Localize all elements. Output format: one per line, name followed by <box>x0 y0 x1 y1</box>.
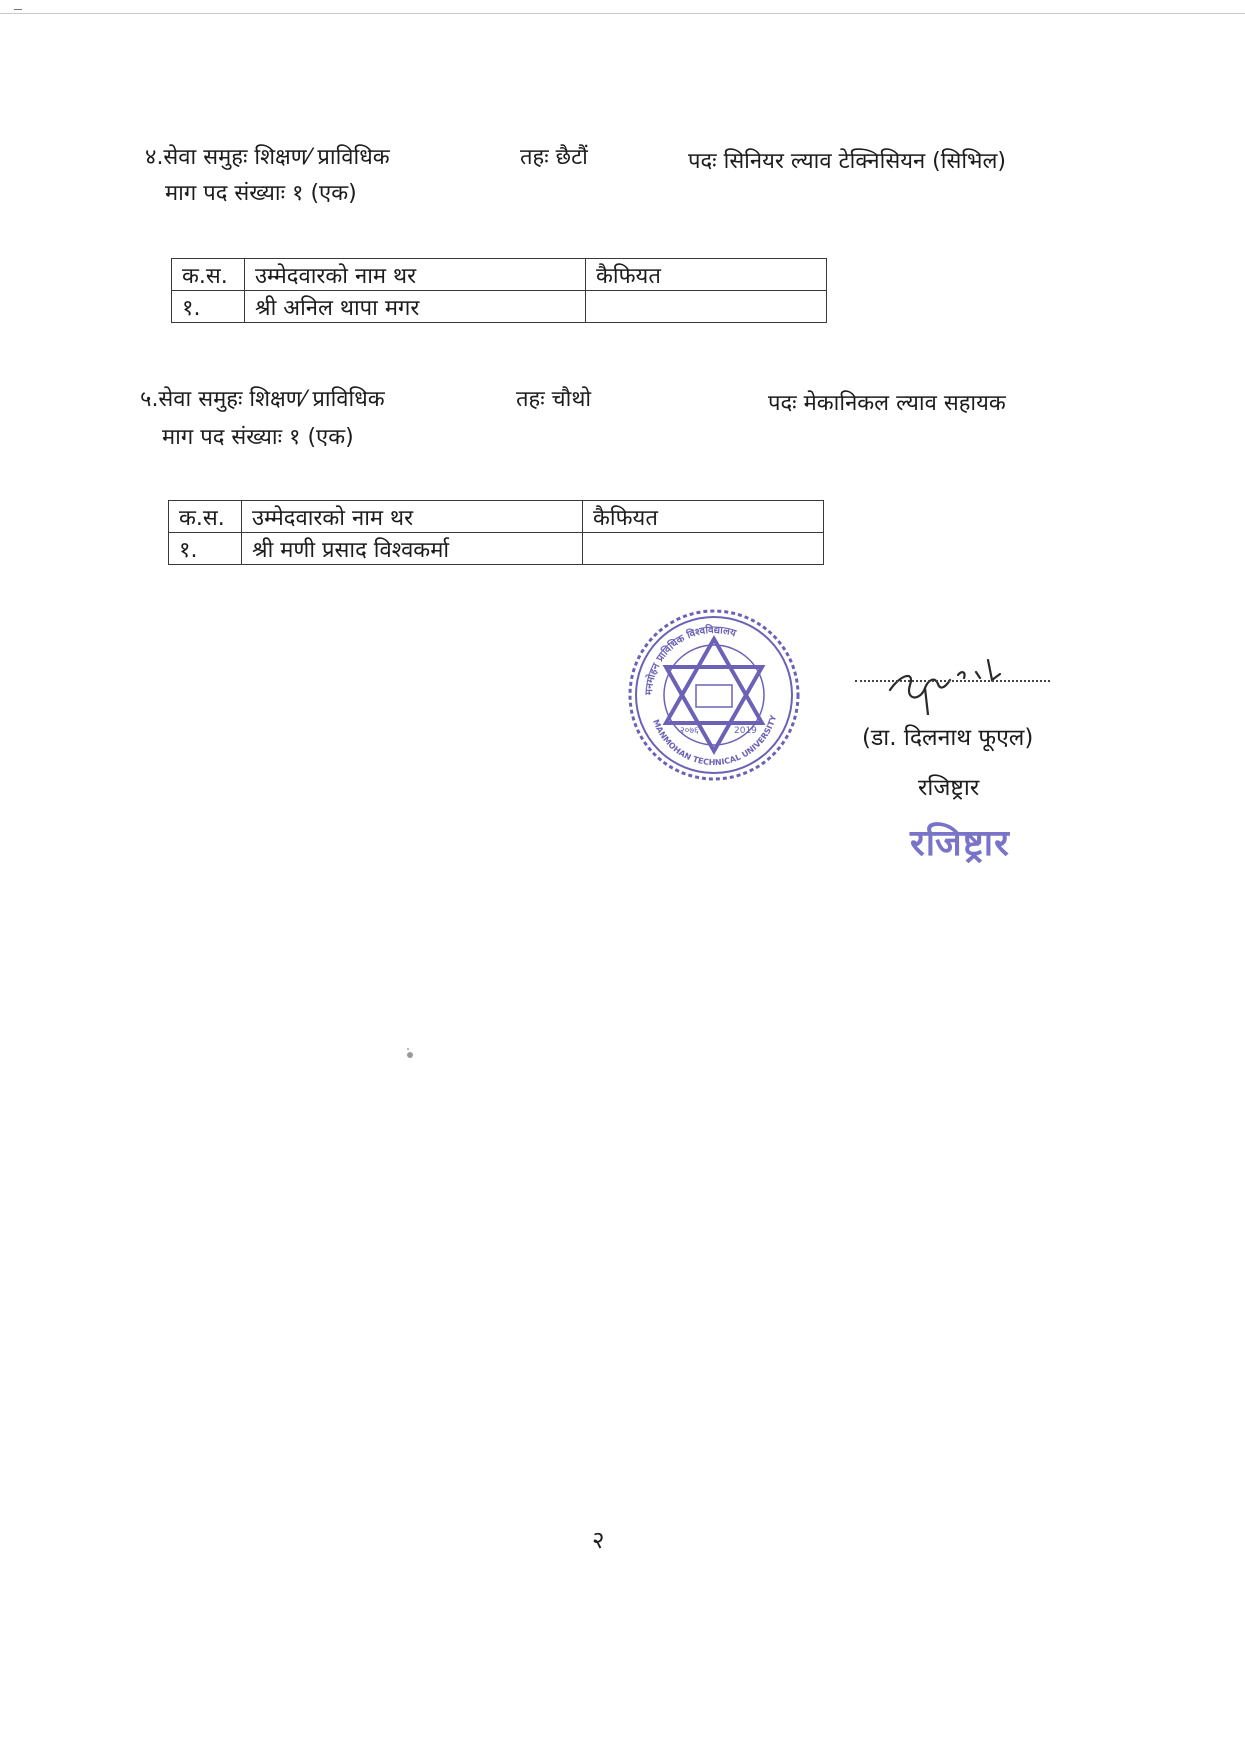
col-remarks-header: कैफियत <box>586 259 827 291</box>
section4-level: तहः छैटौं <box>520 145 588 170</box>
scan-corner-mark <box>14 9 22 18</box>
university-seal <box>622 605 806 785</box>
scan-speck <box>404 1045 416 1063</box>
seal-outer-text: मनमोहन प्राविधिक विश्वविद्यालय <box>643 624 738 696</box>
col-remarks-header: कैफियत <box>583 501 824 533</box>
page-number: २ <box>592 1526 605 1554</box>
seal-year-left: २०७६ <box>680 726 699 736</box>
section5-level: तहः चौथो <box>516 387 592 412</box>
handwritten-signature <box>880 640 1010 715</box>
scan-top-border <box>0 13 1245 14</box>
col-name-header: उम्मेदवारको नाम थर <box>245 259 586 291</box>
cell-remarks <box>583 533 824 565</box>
cell-name: श्री मणी प्रसाद विश्वकर्मा <box>242 533 583 565</box>
signatory-title: रजिष्ट्रार <box>918 775 980 801</box>
signatory-name: (डा. दिलनाथ फूएल) <box>862 725 1034 751</box>
section4-candidate-table <box>171 258 827 323</box>
cell-name: श्री अनिल थापा मगर <box>245 291 586 323</box>
section5-demand-count: माग पद संख्याः १ (एक) <box>162 425 354 450</box>
col-serial-header: क.स. <box>169 501 242 533</box>
col-serial-header: क.स. <box>172 259 245 291</box>
seal-year-right: 2019 <box>734 726 757 736</box>
section4-group-line: ४.सेवा समुहः शिक्षण⁄ प्राविधिक <box>145 145 390 170</box>
cell-serial: १. <box>169 533 242 565</box>
signature-dotted-line <box>855 680 1050 682</box>
seal-english-text: MANMOHAN TECHNICAL UNIVERSITY <box>651 714 779 768</box>
table-row <box>172 291 827 323</box>
table-header-row <box>172 259 827 291</box>
section5-group-line: ५.सेवा समुहः शिक्षण⁄ प्राविधिक <box>140 387 385 412</box>
section4-post: पदः सिनियर ल्याव टेक्निसियन (सिभिल) <box>688 149 1006 174</box>
table-header-row <box>169 501 824 533</box>
cell-serial: १. <box>172 291 245 323</box>
section5-post: पदः मेकानिकल ल्याव सहायक <box>768 391 1006 416</box>
registrar-stamp: रजिष्ट्रार <box>910 823 1010 864</box>
section5-candidate-table <box>168 500 824 565</box>
col-name-header: उम्मेदवारको नाम थर <box>242 501 583 533</box>
section4-demand-count: माग पद संख्याः १ (एक) <box>165 181 357 206</box>
cell-remarks <box>586 291 827 323</box>
table-row <box>169 533 824 565</box>
